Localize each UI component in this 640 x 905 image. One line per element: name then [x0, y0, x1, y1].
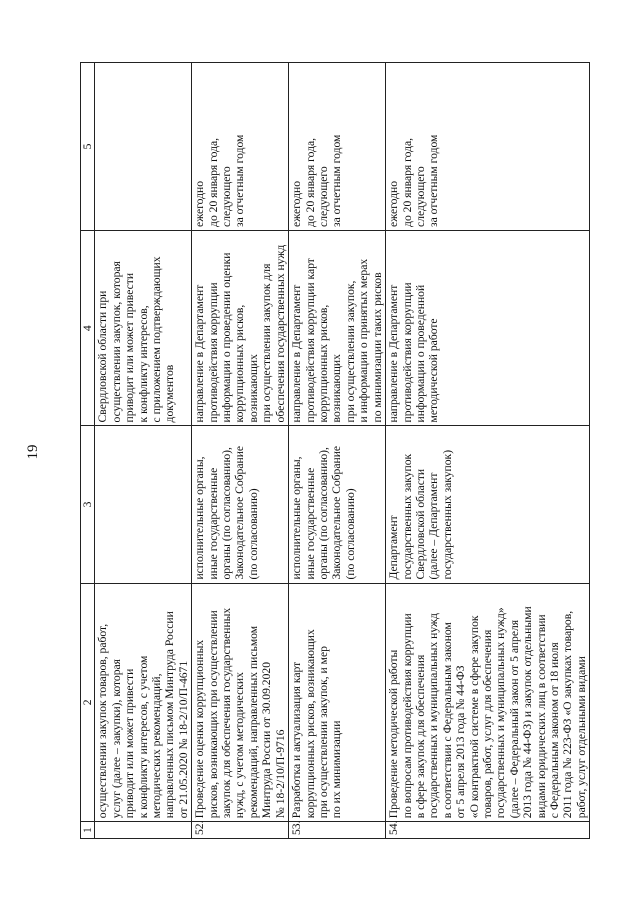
row-number: 53.: [289, 822, 386, 839]
table-row: [192, 63, 289, 839]
report-form-cell: Свердловской области при осуществлении закупок, которая приводит или может привести к конфликту интересов, с приложением подтверждающих документов: [95, 230, 192, 425]
header-col-1: 1: [81, 822, 95, 839]
header-col-5: 5: [81, 63, 95, 231]
executors-cell: исполнительные органы, иные государственные органы (по согласованию), Законодательное Собрание (по согласованию): [289, 426, 386, 583]
executors-cell: исполнительные органы, иные государственные органы (по согласованию), Законодательное Собрание (по согласованию): [192, 426, 289, 583]
measure-cell: Разработка и актуализация карт коррупционных рисков, возникающих при осуществлении закупок, и мер по их минимизации: [289, 583, 386, 822]
rotated-page-content: [80, 62, 588, 839]
deadline-cell: ежегодно до 20 января года, следующего за отчетным годом: [289, 63, 386, 231]
row-number: 52.: [192, 822, 289, 839]
header-col-3: 3: [81, 426, 95, 583]
report-form-cell: направление в Департамент противодействия коррупции карт коррупционных рисков, возникающих при осуществлении закупок, и информации о принятых мерах по минимизации таких рисков: [289, 230, 386, 425]
header-col-2: 2: [81, 583, 95, 822]
measure-cell: осуществлении закупок товаров, работ, услуг (далее – закупки), которая приводит или может привести к конфликту интересов, с учетом методических рекомендаций, направленных письмом Минтруда России от 21.05.2020 № 18-2/10/П-4671: [95, 583, 192, 822]
page-number: 19: [25, 444, 41, 460]
header-col-4: 4: [81, 230, 95, 425]
table-row: [95, 63, 192, 839]
deadline-cell: ежегодно до 20 января года, следующего за отчетным годом: [192, 63, 289, 231]
table-row: [386, 63, 590, 839]
row-number: [95, 822, 192, 839]
table-row: [289, 63, 386, 839]
executors-cell: [95, 426, 192, 583]
deadline-cell: ежегодно до 20 января года, следующего за отчетным годом: [386, 63, 590, 231]
measure-cell: Проведение оценки коррупционных рисков, возникающих при осуществлении закупок для обеспечения государственных нужд, с учетом методических рекомендаций, направленных письмом Минтруда России от 30.09.2020 № 18-2/10/П-9716: [192, 583, 289, 822]
row-number: 54.: [386, 822, 590, 839]
executors-cell: Департамент государственных закупок Свердловской области (далее – Департамент государственных закупок): [386, 426, 590, 583]
report-form-cell: направление в Департамент противодействия коррупции информации о проведенной методической работе: [386, 230, 590, 425]
measures-table: [80, 62, 590, 839]
deadline-cell: [95, 63, 192, 231]
report-form-cell: направление в Департамент противодействия коррупции информации о проведении оценки коррупционных рисков, возникающих при осуществлении закупок для обеспечения государственных нужд: [192, 230, 289, 425]
table-header-row: [81, 63, 95, 839]
measure-cell: Проведение методической работы по вопросам противодействия коррупции в сфере закупок для обеспечения государственных и муниципальных нужд в соответствии с Федеральным законом от 5 апреля 2013 года № 44-ФЗ «О контрактной системе в сфере закупок товаров, работ, услуг для обеспечения государственных и муниципальных нужд» (далее – Федеральный закон от 5 апреля 2013 года № 44-ФЗ) и закупок отдельными видами юридических лиц в соответствии с Федеральным законом от 18 июля 2011 года № 223-ФЗ «О закупках товаров, работ, услуг отдельными видами: [386, 583, 590, 822]
